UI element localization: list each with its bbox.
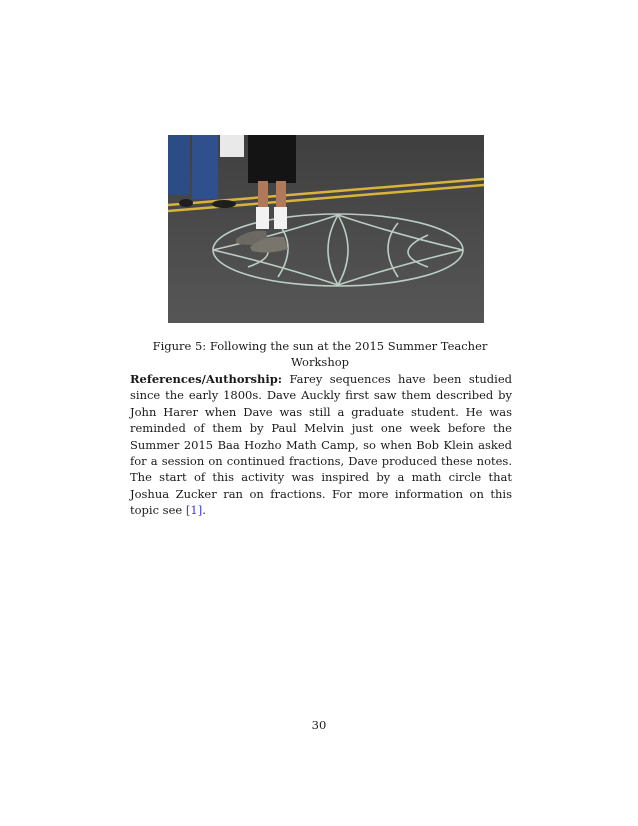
figure-caption: Figure 5: Following the sun at the 2015 Summer Teacher Workshop xyxy=(152,339,488,369)
references-paragraph xyxy=(130,371,512,519)
citation-close-bracket: ] xyxy=(197,503,203,518)
citation-link[interactable] xyxy=(186,503,202,517)
references-end: . xyxy=(202,503,206,518)
figure-photo xyxy=(168,135,484,323)
citation-open-bracket: [ xyxy=(185,503,191,518)
page-number: 30 xyxy=(311,718,327,732)
citation-number: 1 xyxy=(190,503,198,518)
chalk-drawing-photo xyxy=(168,135,484,323)
references-heading: References/Authorship: xyxy=(130,372,283,386)
references-body: Farey sequences have been studied since the early 1800s. Dave Auckly first saw them described by John Harer when Dave was still a graduate student. He was reminded of them by Paul Melvin just one week before the Summer 2015 Baa Hozho Math Camp, so when Bob Klein asked for a session on continued fractions, Dave produced these notes. The start of this activity was inspired by a math circle that Joshua Zucker ran on fractions. For more information on this topic see xyxy=(130,372,512,518)
